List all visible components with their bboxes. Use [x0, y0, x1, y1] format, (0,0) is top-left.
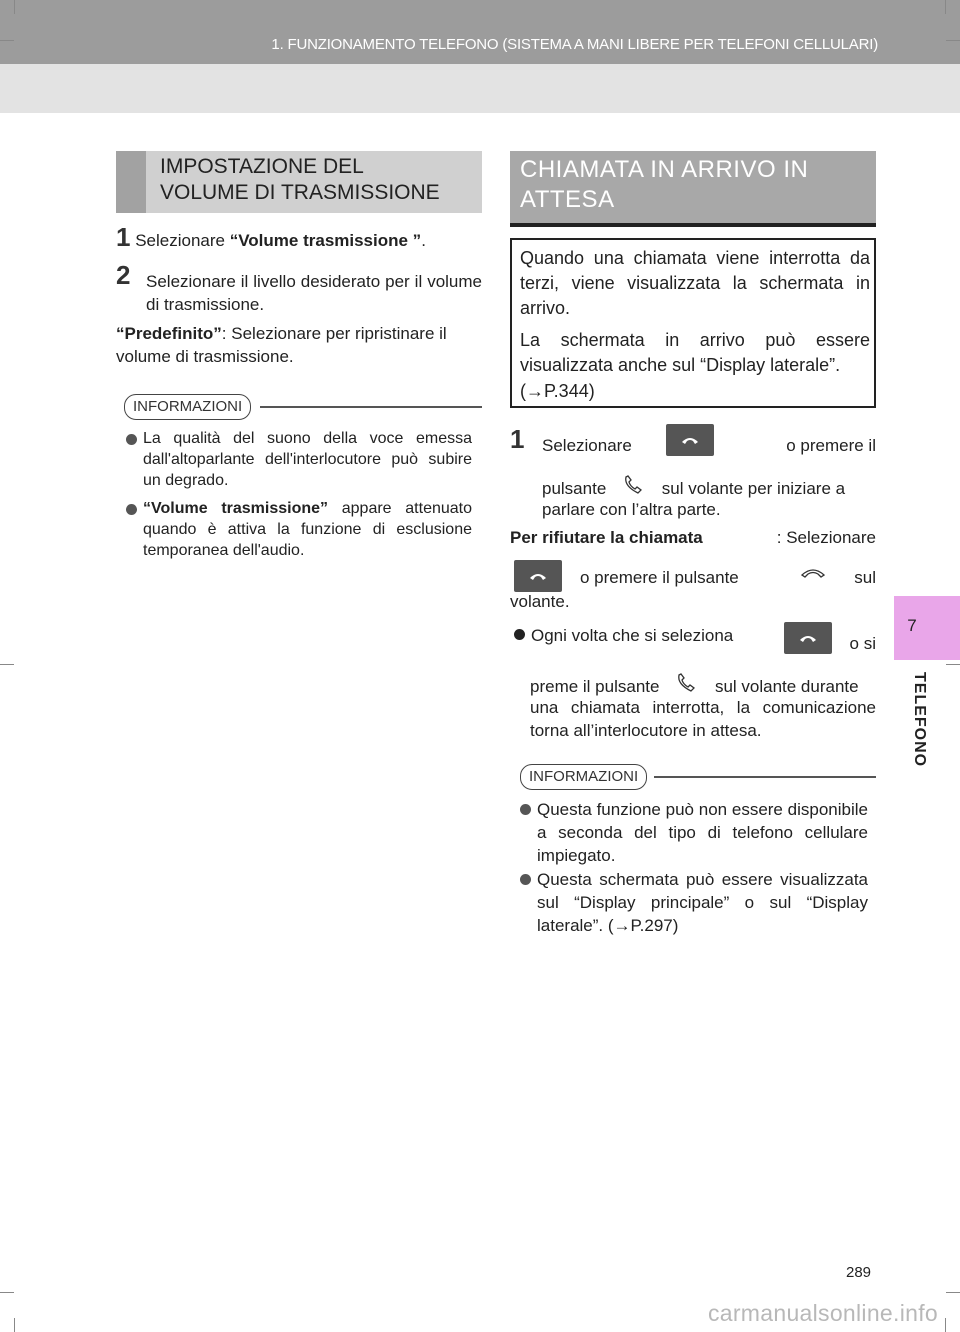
- crop-mark: [0, 1292, 14, 1293]
- note-line2: preme il pulsante sul volante durante: [530, 672, 876, 698]
- steering-phone-icon: [621, 474, 647, 496]
- chapter-label: TELEFONO: [911, 672, 928, 768]
- crop-mark: [946, 1292, 960, 1293]
- step-1-right: 1 Selezionare o premere il: [510, 424, 876, 455]
- crop-mark: [14, 1318, 15, 1332]
- reject-line2: o premere il pulsante sul: [510, 560, 876, 592]
- answer-phone-icon: [680, 433, 700, 447]
- crop-mark: [945, 0, 946, 14]
- info-divider: [654, 776, 876, 778]
- answer-call-button: [784, 622, 832, 654]
- info-bullet-right-1: Questa funzione può non essere disponibile a seconda del tipo di telefono cellulare impiegato.: [520, 798, 868, 867]
- section-heading-call-waiting: [510, 151, 876, 223]
- bullet-icon: [126, 504, 137, 515]
- crop-mark: [0, 664, 14, 665]
- crop-mark: [945, 1318, 946, 1332]
- heading-text: IMPOSTAZIONE DEL VOLUME DI TRASMISSIONE: [160, 155, 440, 204]
- heading-underline: [510, 223, 876, 227]
- hang-up-icon: [528, 569, 548, 583]
- info-tag-right: INFORMAZIONI: [520, 764, 647, 790]
- steering-phone-icon: [674, 672, 700, 694]
- watermark: carmanualsonline.info: [707, 1300, 938, 1326]
- step-1-left: 1 Selezionare “Volume trasmissione ”.: [116, 222, 426, 252]
- note-line1: Ogni volta che si seleziona o si: [514, 624, 876, 658]
- bullet-icon: [514, 629, 525, 640]
- crop-mark: [946, 40, 960, 41]
- reject-line3: volante.: [510, 592, 570, 611]
- info-bullet-2: “Volume trasmissione” appare attenuato quando è attiva la funzione di esclusione temporanea dell'audio.: [126, 498, 472, 561]
- reject-line1: Per rifiutare la chiamata : Selezionare: [510, 528, 876, 547]
- section-heading-volume: [116, 151, 482, 213]
- answer-call-button: [666, 424, 714, 456]
- default-option-text: “Predefinito”: Selezionare per ripristinare il volume di trasmissione.: [116, 324, 447, 366]
- intro-box: [510, 238, 876, 408]
- crop-mark: [14, 0, 15, 14]
- step-1-right-line2: pulsante sul volante per iniziare a: [542, 474, 876, 500]
- page-number: 289: [846, 1264, 872, 1281]
- reject-call-button: [514, 560, 562, 592]
- bullet-icon: [520, 804, 531, 815]
- answer-phone-icon: [798, 631, 818, 645]
- header-dark-strip: [0, 0, 960, 64]
- intro-paragraph-1: Quando una chiamata viene interrotta da terzi, viene visualizzata la schermata in arrivo.: [520, 248, 870, 318]
- header-title: 1. FUNZIONAMENTO TELEFONO (SISTEMA A MANI LIBERE PER TELEFONI CELLULARI): [271, 36, 878, 53]
- intro-paragraph-2: La schermata in arrivo può essere visualizzata anche sul “Display laterale”.: [520, 330, 870, 375]
- info-bullet-right-2: Questa schermata può essere visualizzata sul “Display principale” o sul “Display laterale”. (→P.297): [520, 868, 868, 937]
- bullet-icon: [520, 874, 531, 885]
- chapter-tab: [894, 596, 960, 660]
- info-tag-left: INFORMAZIONI: [124, 394, 251, 420]
- crop-mark: [0, 40, 14, 41]
- step-1-right-line3: parlare con l’altra parte.: [542, 500, 721, 519]
- step-number: 2: [116, 260, 131, 290]
- heading-text: CHIAMATA IN ARRIVO IN ATTESA: [520, 156, 809, 213]
- info-divider: [260, 406, 482, 408]
- step-2-left: 2 Selezionare il livello desiderato per il volume di trasmissione.: [116, 260, 482, 314]
- steering-hangup-icon: [800, 566, 826, 580]
- info-bullet-1: La qualità del suono della voce emessa dall'altoparlante dell'interlocutore può subire un degrado.: [126, 428, 472, 491]
- chapter-number: 7: [907, 616, 917, 635]
- note-line3: una chiamata interrotta, la comunicazione torna all’interlocutore in attesa.: [530, 698, 876, 740]
- bullet-icon: [126, 434, 137, 445]
- step-number: 1: [116, 222, 131, 252]
- step-number: 1: [510, 424, 525, 454]
- intro-reference: (→P.344): [520, 381, 595, 401]
- crop-mark: [946, 664, 960, 665]
- heading-accent-bar: [116, 151, 146, 213]
